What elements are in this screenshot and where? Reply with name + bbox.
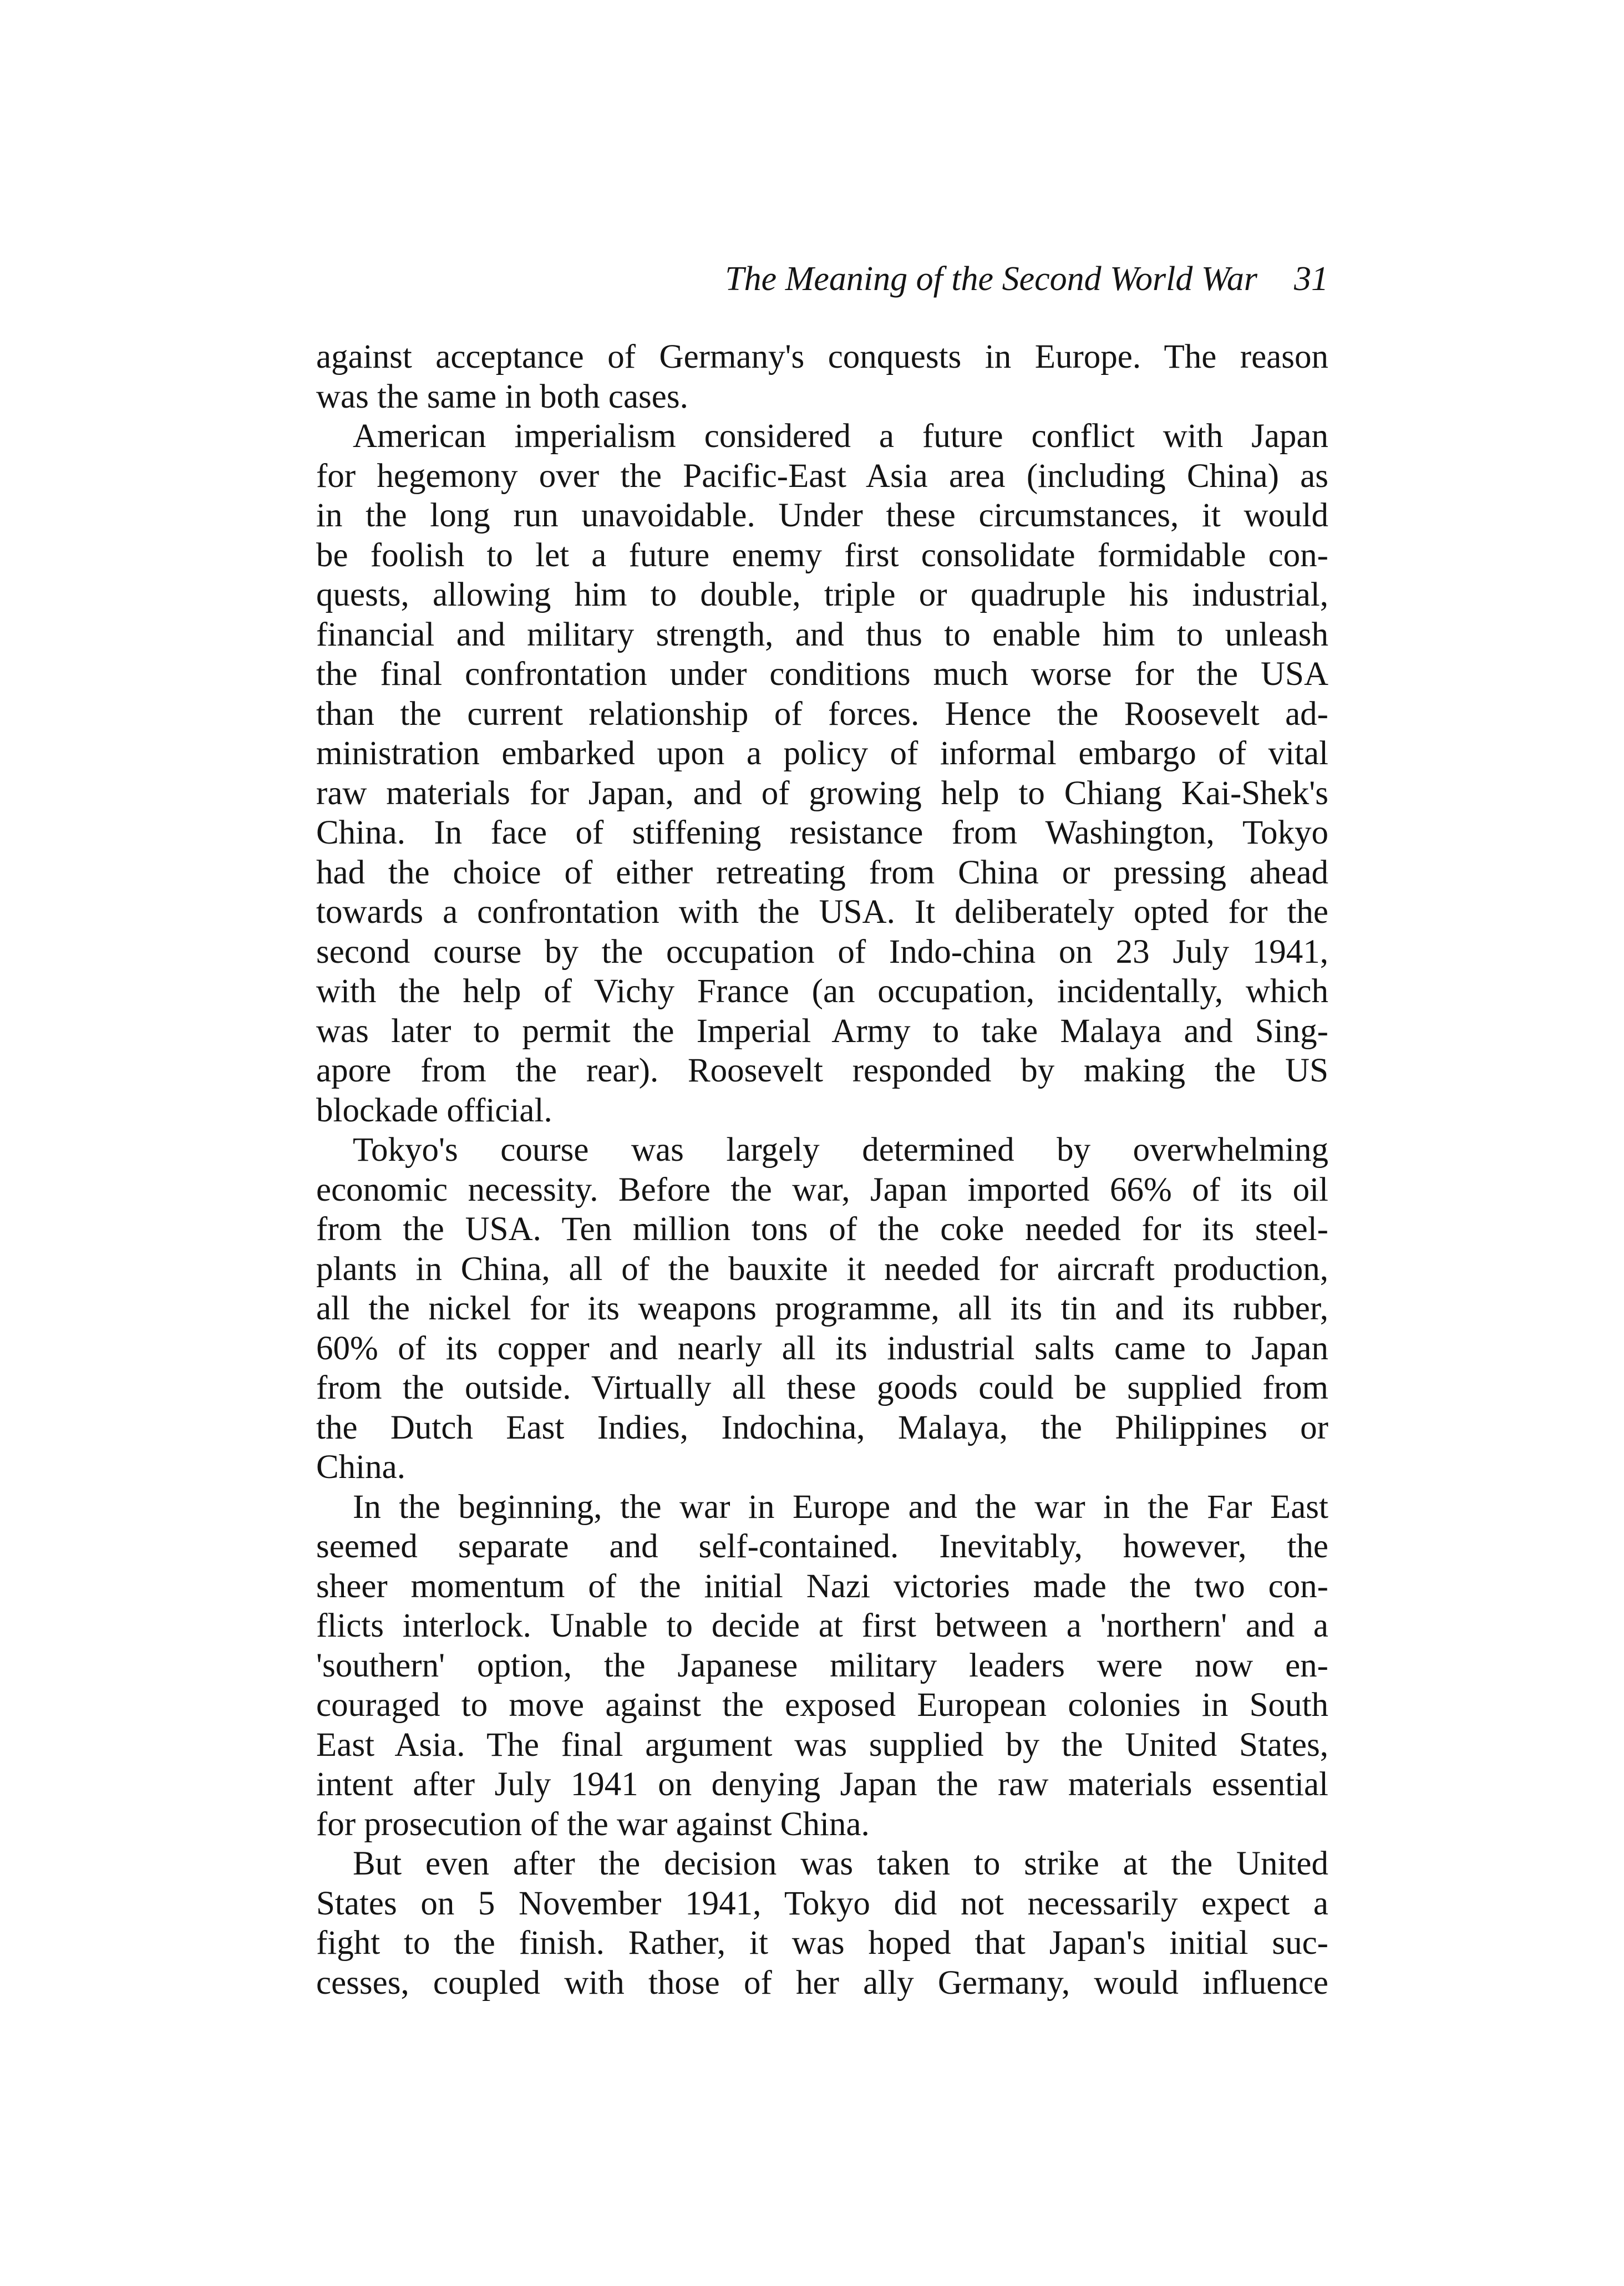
text-line: American imperialism considered a future conflict with Japan: [353, 418, 1328, 455]
text-line: intent after July 1941 on denying Japan the raw materials essential: [316, 1766, 1328, 1803]
text-line: China.: [316, 1449, 405, 1486]
text-line: blockade official.: [316, 1091, 552, 1129]
text-line: second course by the occupation of Indo-china on 23 July 1941,: [316, 933, 1328, 971]
text-line: with the help of Vichy France (an occupation, incidentally, which: [316, 973, 1328, 1010]
text-line: had the choice of either retreating from China or pressing ahead: [316, 854, 1328, 891]
text-line: ministration embarked upon a policy of informal embargo of vital: [316, 735, 1328, 772]
text-line: towards a confrontation with the USA. It deliberately opted for the: [316, 893, 1328, 931]
text-line: economic necessity. Before the war, Japan imported 66% of its oil: [316, 1171, 1328, 1208]
text-line: China. In face of stiffening resistance from Washington, Tokyo: [316, 814, 1328, 851]
text-line: for hegemony over the Pacific-East Asia area (including China) as: [316, 457, 1328, 495]
text-line: States on 5 November 1941, Tokyo did not necessarily expect a: [316, 1884, 1328, 1922]
text-line: 'southern' option, the Japanese military leaders were now en-: [316, 1647, 1328, 1684]
text-line: the final confrontation under conditions much worse for the USA: [316, 656, 1328, 693]
text-line: from the outside. Virtually all these goods could be supplied from: [316, 1369, 1328, 1406]
text-line: for prosecution of the war against China.: [316, 1805, 870, 1843]
text-line: from the USA. Ten million tons of the coke needed for its steel-: [316, 1211, 1328, 1248]
text-line: plants in China, all of the bauxite it needed for aircraft production,: [316, 1250, 1328, 1288]
text-line: In the beginning, the war in Europe and the war in the Far East: [353, 1488, 1328, 1526]
body-text: [316, 337, 1328, 2003]
text-line: flicts interlock. Unable to decide at first between a 'northern' and a: [316, 1607, 1328, 1644]
text-line: be foolish to let a future enemy first consolidate formidable con-: [316, 536, 1328, 574]
running-head-title: The Meaning of the Second World War: [725, 260, 1257, 298]
text-line: couraged to move against the exposed European colonies in South: [316, 1686, 1328, 1724]
text-line: 60% of its copper and nearly all its industrial salts came to Japan: [316, 1329, 1328, 1367]
text-line: Tokyo's course was largely determined by overwhelming: [353, 1131, 1328, 1169]
text-line: raw materials for Japan, and of growing help to Chiang Kai-Shek's: [316, 774, 1328, 812]
text-line: fight to the finish. Rather, it was hoped that Japan's initial suc-: [316, 1924, 1328, 1962]
text-line: quests, allowing him to double, triple or quadruple his industrial,: [316, 576, 1328, 613]
text-line: But even after the decision was taken to strike at the United: [353, 1845, 1328, 1882]
text-line: financial and military strength, and thus to enable him to unleash: [316, 616, 1328, 653]
text-line: the Dutch East Indies, Indochina, Malaya, the Philippines or: [316, 1409, 1328, 1446]
text-line: all the nickel for its weapons programme, all its tin and its rubber,: [316, 1290, 1328, 1327]
text-line: sheer momentum of the initial Nazi victories made the two con-: [316, 1567, 1328, 1605]
page-number: 31: [1294, 260, 1328, 298]
text-line: against acceptance of Germany's conquests in Europe. The reason: [316, 338, 1328, 375]
text-line: in the long run unavoidable. Under these circumstances, it would: [316, 497, 1328, 534]
text-line: was later to permit the Imperial Army to take Malaya and Sing-: [316, 1012, 1328, 1050]
text-line: apore from the rear). Roosevelt responded by making the US: [316, 1052, 1328, 1089]
text-line: was the same in both cases.: [316, 378, 688, 415]
text-line: than the current relationship of forces. Hence the Roosevelt ad-: [316, 695, 1328, 733]
running-head: [316, 260, 1328, 298]
text-line: seemed separate and self-contained. Inevitably, however, the: [316, 1528, 1328, 1565]
text-line: cesses, coupled with those of her ally Germany, would influence: [316, 1964, 1328, 2001]
text-line: East Asia. The final argument was supplied by the United States,: [316, 1726, 1328, 1764]
